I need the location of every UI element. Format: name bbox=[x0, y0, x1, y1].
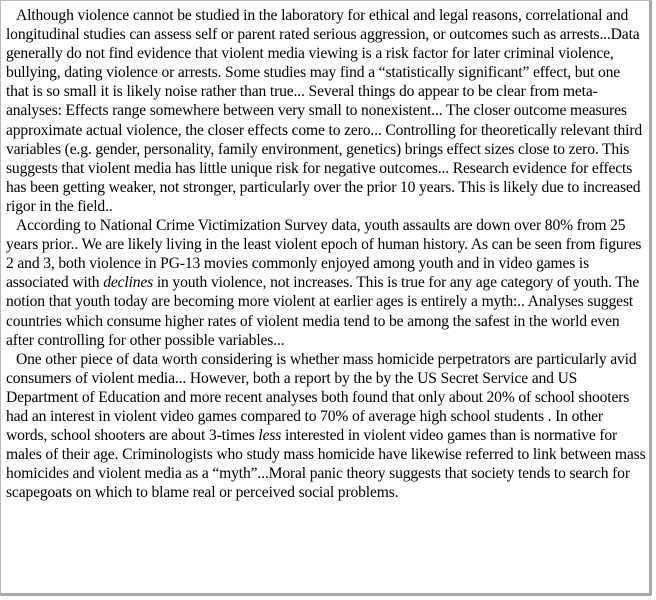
paragraph-violence-research bbox=[6, 6, 646, 216]
document-body bbox=[6, 6, 646, 502]
paragraph-text: According to National Crime Victimization Survey data, youth assaults are down over 80% from 25 years prior.. We are likely living in the least violent epoch of human history. As can be seen from figures 2 and 3, both violence in PG-13 movies commonly enjoyed among youth and in video games is associated with bbox=[6, 217, 642, 292]
paragraph-text: interested in violent video games than is normative for males of their age. Criminologists who study mass homicide have likewise referred to link between mass homicides and violent media as a “myth”...Moral panic theory suggests that society tends to search for scapegoats on which to blame real or perceived social problems. bbox=[6, 427, 646, 502]
paragraph-mass-homicide bbox=[6, 350, 646, 503]
emphasis-less: less bbox=[258, 427, 282, 445]
paragraph-text: Although violence cannot be studied in the laboratory for ethical and legal reasons, correlational and longitudinal studies can assess self or parent rated serious aggression, or outcomes such as arrests...Data generally do not find evidence that violent media viewing is a risk factor for later criminal violence, bullying, dating violence or arrests. Some studies may find a “statistically significant” effect, but one that is so small it is likely noise rather than true... Several things do appear to be clear from meta-analyses: Effects range somewhere between very small to nonexistent... The closer outcome measures approximate actual violence, the closer effects come to zero... Controlling for theoretically relevant third variables (e.g. gender, personality, family environment, genetics) brings effect sizes close to zero. This suggests that violent media has little unique risk for negative outcomes... Research evidence for effects has been getting weaker, not stronger, particularly over the prior 10 years. This is likely due to increased rigor in the field.. bbox=[6, 7, 643, 215]
paragraph-text: One other piece of data worth considering is whether mass homicide perpetrators are particularly avid consumers of violent media... However, both a report by the by the US Secret Service and US Department of Education and more recent analyses both found that only about 20% of school shooters had an interest in violent video games compared to 70% of average high school students . In other words, school shooters are about 3-times bbox=[6, 350, 637, 445]
emphasis-declines: declines bbox=[103, 274, 154, 292]
paragraph-text: in youth violence, not increases. This is true for any age category of youth. The notion that youth today are becoming more violent at earlier ages is entirely a myth:.. Analyses suggest countries which consume higher rates of violent media tend to be among the safest in the world even after controlling for other possible variables... bbox=[6, 274, 640, 349]
paragraph-youth-crime-trends bbox=[6, 216, 646, 350]
